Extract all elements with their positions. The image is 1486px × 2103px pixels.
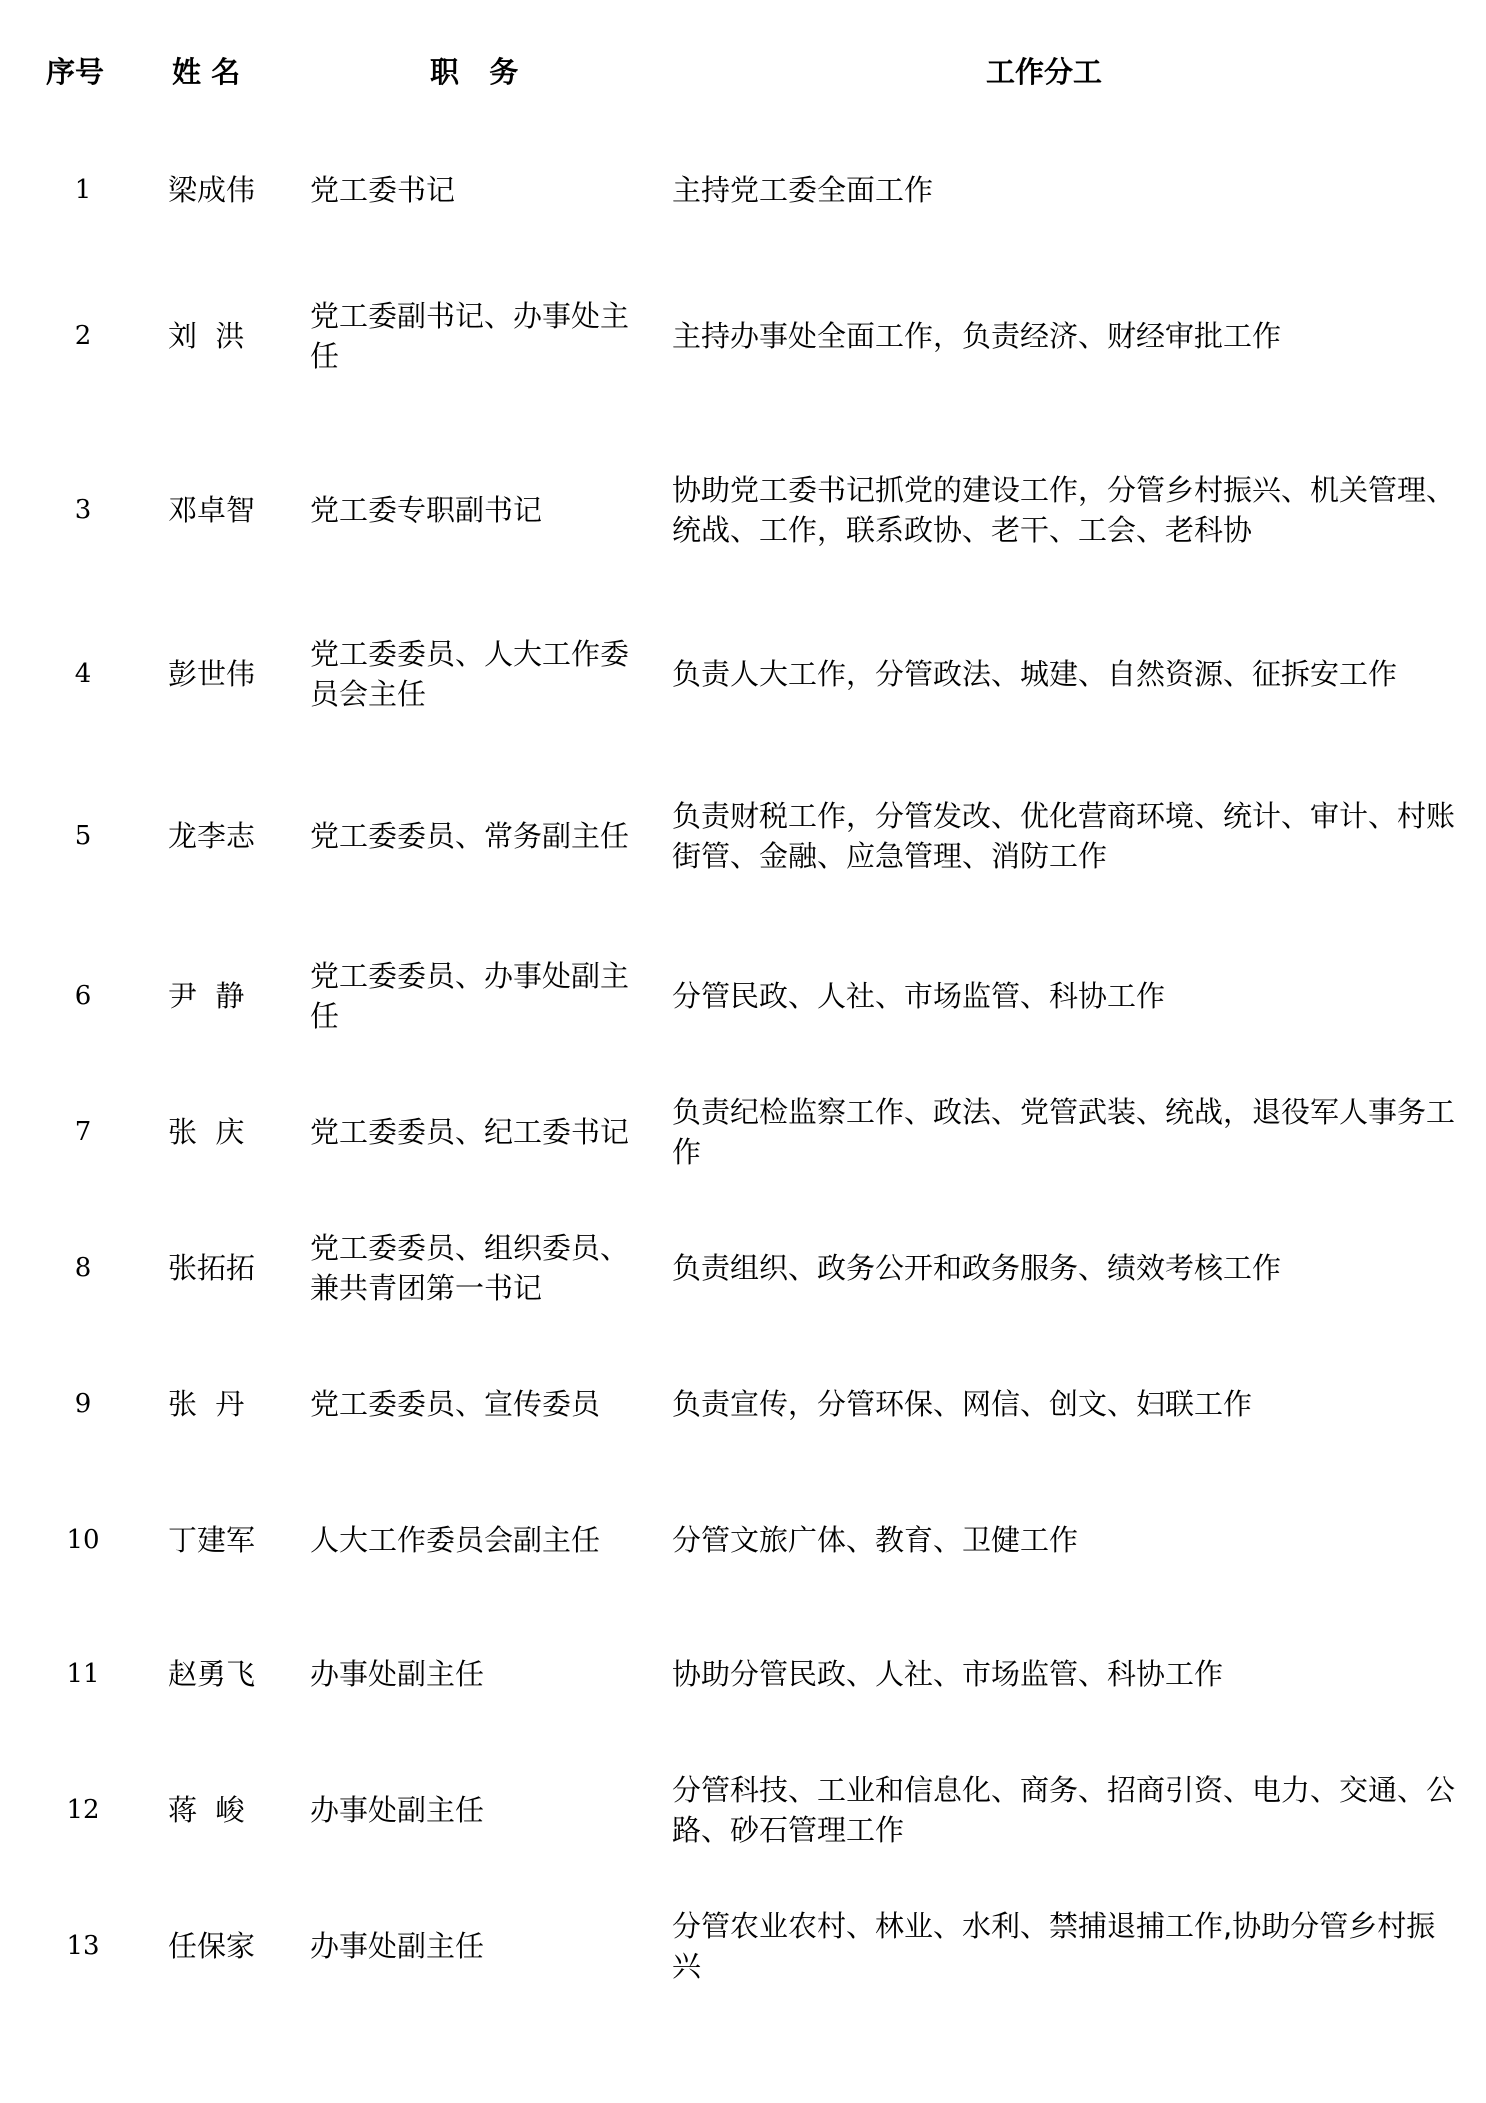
row-title: 办事处副主任 [310, 1929, 485, 1963]
row-duty: 协助党工委书记抓党的建设工作，分管乡村振兴、机关管理、统战、工作，联系政协、老干、工会、老科协 [672, 473, 1456, 547]
row-name: 刘 洪 [168, 319, 245, 353]
row-duty: 负责宣传，分管环保、网信、创文、妇联工作 [672, 1387, 1253, 1421]
row-title: 办事处副主任 [310, 1657, 485, 1691]
table-row [0, 296, 1486, 376]
row-duty: 负责财税工作，分管发改、优化营商环境、统计、审计、村账街管、金融、应急管理、消防工作 [672, 799, 1456, 873]
row-title: 办事处副主任 [310, 1793, 485, 1827]
row-duty: 负责组织、政务公开和政务服务、绩效考核工作 [672, 1251, 1282, 1285]
table-row [0, 1092, 1486, 1172]
row-seq: 7 [74, 1117, 92, 1147]
table-row [0, 1364, 1486, 1444]
header-name: 姓 名 [172, 55, 241, 89]
row-seq: 4 [74, 659, 92, 689]
row-title: 党工委副书记、办事处主任 [310, 299, 630, 373]
row-name: 尹 静 [168, 979, 245, 1013]
row-name: 蒋 峻 [168, 1793, 245, 1827]
row-seq: 13 [66, 1931, 100, 1961]
row-seq: 3 [74, 495, 92, 525]
row-name: 梁成伟 [168, 173, 256, 207]
row-duty: 主持办事处全面工作，负责经济、财经审批工作 [672, 319, 1282, 353]
row-name: 赵勇飞 [168, 1657, 256, 1691]
row-duty: 协助分管民政、人社、市场监管、科协工作 [672, 1657, 1224, 1691]
row-seq: 6 [74, 981, 92, 1011]
row-title: 人大工作委员会副主任 [310, 1523, 601, 1557]
row-duty: 分管农业农村、林业、水利、禁捕退捕工作,协助分管乡村振兴 [672, 1909, 1436, 1983]
row-duty: 负责纪检监察工作、政法、党管武装、统战，退役军人事务工作 [672, 1095, 1456, 1169]
row-duty: 负责人大工作，分管政法、城建、自然资源、征拆安工作 [672, 657, 1398, 691]
row-title: 党工委委员、常务副主任 [310, 819, 630, 853]
row-seq: 5 [74, 821, 92, 851]
row-duty: 主持党工委全面工作 [672, 173, 934, 207]
row-name: 彭世伟 [168, 657, 256, 691]
row-seq: 1 [74, 175, 92, 205]
table-row [0, 1500, 1486, 1580]
table-row [0, 634, 1486, 714]
header-duty: 工作分工 [986, 55, 1103, 89]
table-row [0, 170, 1486, 210]
row-title: 党工委委员、办事处副主任 [310, 959, 630, 1033]
row-name: 张拓拓 [168, 1251, 256, 1285]
row-seq: 10 [66, 1525, 100, 1555]
table-row [0, 1228, 1486, 1308]
row-duty: 分管科技、工业和信息化、商务、招商引资、电力、交通、公路、砂石管理工作 [672, 1773, 1456, 1847]
row-seq: 2 [74, 321, 92, 351]
table-row [0, 796, 1486, 876]
row-title: 党工委委员、人大工作委员会主任 [310, 637, 630, 711]
row-seq: 12 [66, 1795, 100, 1825]
row-name: 张 庆 [168, 1115, 245, 1149]
header-seq: 序号 [46, 55, 105, 89]
table-row [0, 1770, 1486, 1850]
row-seq: 11 [66, 1659, 100, 1689]
row-title: 党工委书记 [310, 173, 456, 207]
row-seq: 8 [74, 1253, 92, 1283]
row-seq: 9 [74, 1389, 92, 1419]
table-row [0, 956, 1486, 1036]
row-name: 邓卓智 [168, 493, 256, 527]
row-duty: 分管文旅广体、教育、卫健工作 [672, 1523, 1079, 1557]
row-title: 党工委委员、宣传委员 [310, 1387, 601, 1421]
table-row [0, 1906, 1486, 1986]
row-duty: 分管民政、人社、市场监管、科协工作 [672, 979, 1166, 1013]
table-row [0, 1634, 1486, 1714]
row-title: 党工委专职副书记 [310, 493, 543, 527]
table-header [0, 50, 1486, 94]
row-name: 张 丹 [168, 1387, 245, 1421]
row-title: 党工委委员、纪工委书记 [310, 1115, 630, 1149]
row-name: 丁建军 [168, 1523, 256, 1557]
table-row [0, 470, 1486, 550]
header-title: 职 务 [430, 55, 519, 89]
row-name: 任保家 [168, 1929, 256, 1963]
row-title: 党工委委员、组织委员、兼共青团第一书记 [310, 1231, 630, 1305]
row-name: 龙李志 [168, 819, 256, 853]
